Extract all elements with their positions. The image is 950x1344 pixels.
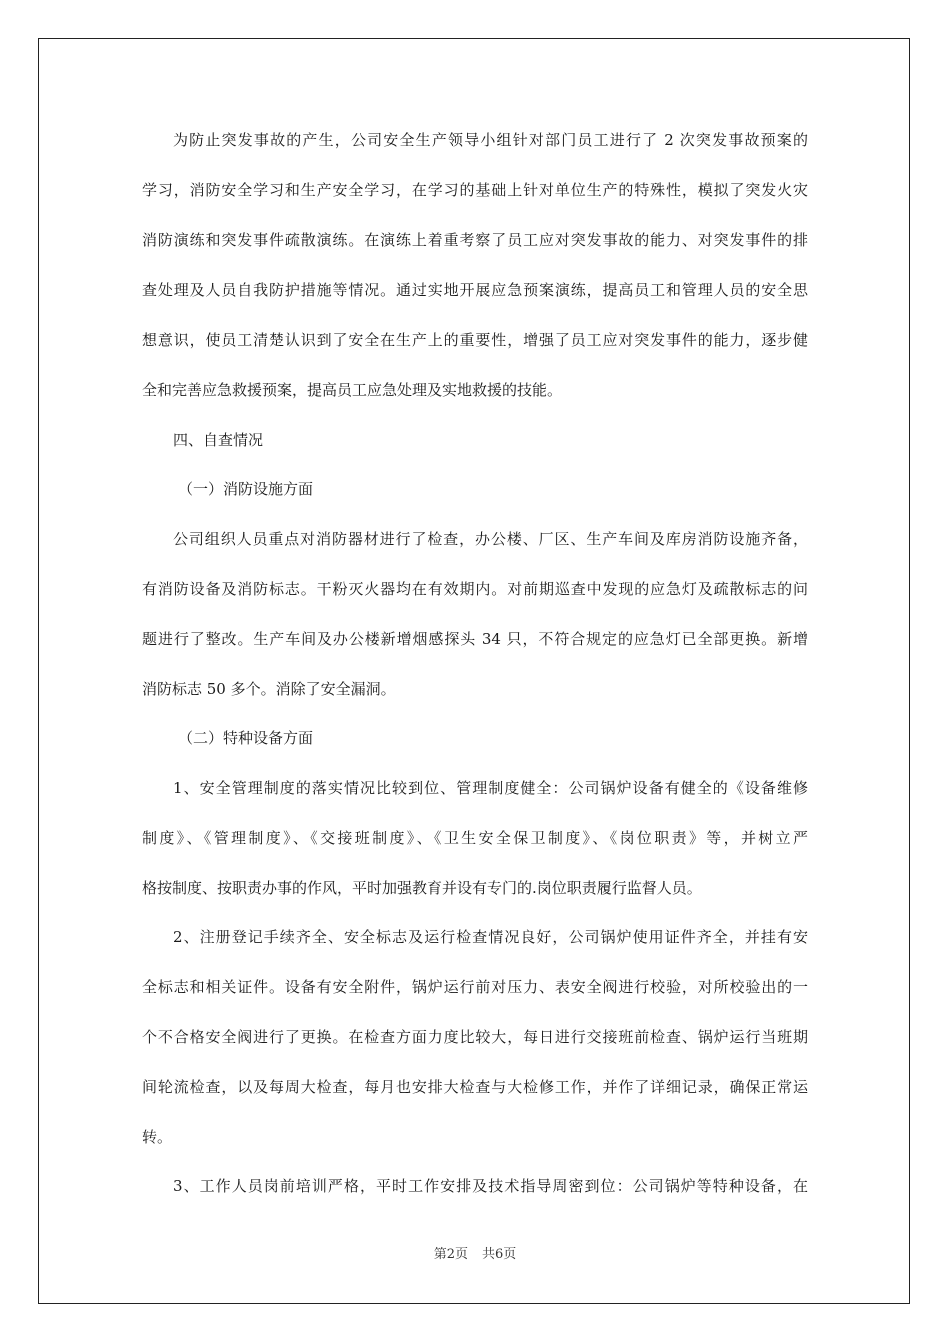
text-line: 全和完善应急救援预案，提高员工应急处理及实地救援的技能。 bbox=[142, 381, 563, 399]
text-line: 消防标志 50 多个。消除了安全漏洞。 bbox=[142, 680, 396, 698]
page-number: 第2页 bbox=[433, 1247, 468, 1262]
page-footer bbox=[0, 1243, 950, 1262]
text-line: 转。 bbox=[142, 1128, 173, 1146]
text-line: 3、工作人员岗前培训严格，平时工作安排及技术指导周密到位：公司锅炉等特种设备，在 bbox=[173, 1177, 808, 1195]
text-line: 公司组织人员重点对消防器材进行了检查，办公楼、厂区、生产车间及库房消防设施齐备， bbox=[173, 530, 808, 548]
text-line: 为防止突发事故的产生，公司安全生产领导小组针对部门员工进行了 2 次突发事故预案的 bbox=[173, 131, 808, 149]
text-line: 2、注册登记手续齐全、安全标志及运行检查情况良好，公司锅炉使用证件齐全，并挂有安 bbox=[173, 928, 808, 946]
subsection-heading: （二）特种设备方面 bbox=[178, 729, 314, 747]
text-line: 全标志和相关证件。设备有安全附件，锅炉运行前对压力、表安全阀进行校验，对所校验出的一 bbox=[142, 978, 808, 996]
page-total: 共6页 bbox=[482, 1247, 517, 1262]
page-border bbox=[38, 38, 910, 1304]
text-line: 学习，消防安全学习和生产安全学习，在学习的基础上针对单位生产的特殊性，模拟了突发火灾 bbox=[142, 181, 808, 199]
text-line: 格按制度、按职责办事的作风，平时加强教育并设有专门的.岗位职责履行监督人员。 bbox=[142, 879, 702, 897]
text-line: 1、安全管理制度的落实情况比较到位、管理制度健全：公司锅炉设备有健全的《设备维修 bbox=[173, 779, 808, 797]
text-line: 个不合格安全阀进行了更换。在检查方面力度比较大，每日进行交接班前检查、锅炉运行当班期 bbox=[142, 1028, 808, 1046]
text-line: 有消防设备及消防标志。干粉灭火器均在有效期内。对前期巡查中发现的应急灯及疏散标志的问 bbox=[142, 580, 808, 598]
text-line: 消防演练和突发事件疏散演练。在演练上着重考察了员工应对突发事故的能力、对突发事件的排 bbox=[142, 231, 808, 249]
text-line: 查处理及人员自我防护措施等情况。通过实地开展应急预案演练，提高员工和管理人员的安全思 bbox=[142, 281, 808, 299]
subsection-heading: （一）消防设施方面 bbox=[178, 480, 314, 498]
text-line: 间轮流检查，以及每周大检查，每月也安排大检查与大检修工作，并作了详细记录，确保正常运 bbox=[142, 1078, 808, 1096]
text-line: 制度》、《管理制度》、《交接班制度》、《卫生安全保卫制度》、《岗位职责》等，并树立严 bbox=[142, 829, 808, 847]
text-line: 题进行了整改。生产车间及办公楼新增烟感探头 34 只，不符合规定的应急灯已全部更换。新增 bbox=[142, 630, 808, 648]
section-heading: 四、自查情况 bbox=[173, 431, 264, 449]
text-line: 想意识，使员工清楚认识到了安全在生产上的重要性，增强了员工应对突发事件的能力，逐步健 bbox=[142, 331, 808, 349]
